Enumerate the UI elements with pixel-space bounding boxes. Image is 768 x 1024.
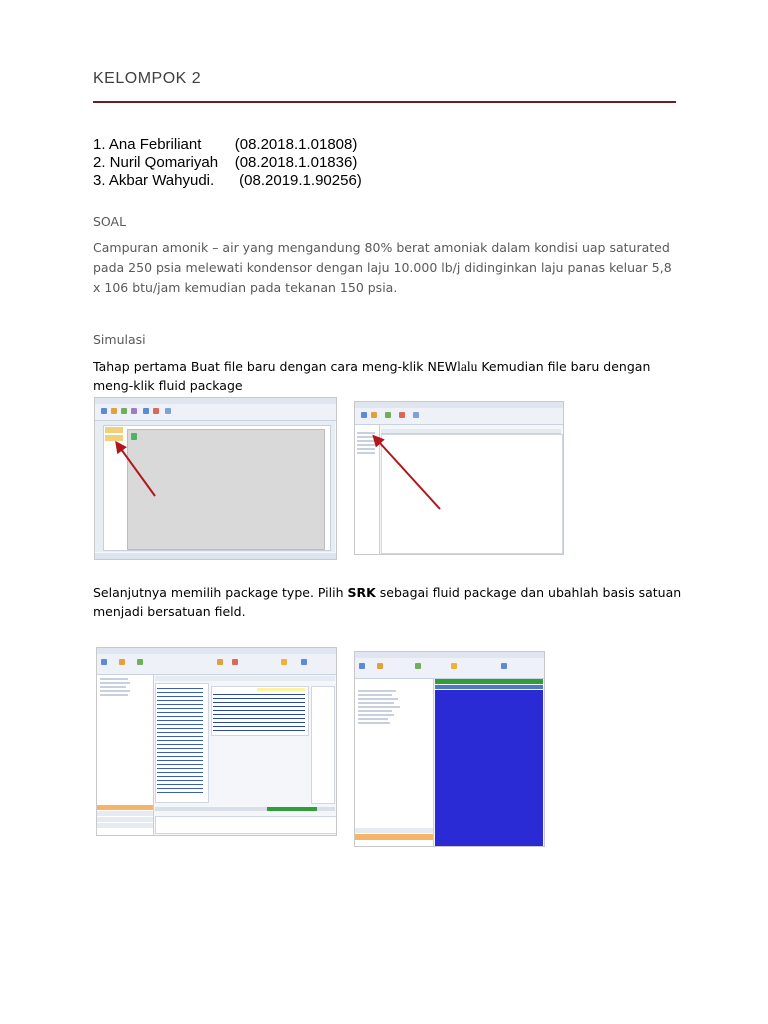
simulasi-heading: Simulasi	[93, 332, 146, 347]
step2-line1-bold: SRK	[347, 585, 376, 600]
step2-line1-c: sebagai fluid package dan ubahlah basis satuan	[375, 585, 682, 600]
step2-text	[93, 583, 683, 621]
step1-line2: meng-klik fluid package	[93, 378, 243, 393]
screenshot-new-file	[94, 397, 337, 560]
member-2: 2. Nuril Qomariyah (08.2018.1.01836)	[93, 154, 358, 171]
screenshot-simulation-env	[354, 651, 545, 847]
member-1: 1. Ana Febriliant (08.2018.1.01808)	[93, 136, 358, 153]
member-list	[93, 136, 362, 190]
step1-text	[93, 357, 683, 395]
screenshot-package-type	[96, 647, 337, 836]
title-rule	[93, 101, 676, 103]
member-3: 3. Akbar Wahyudi. (08.2019.1.90256)	[93, 172, 362, 189]
step2-line2: menjadi bersatuan field.	[93, 604, 246, 619]
step1-line1-b: lalu	[457, 359, 478, 374]
soal-line-1: Campuran amonik – air yang mengandung 80% berat amoniak dalam kondisi uap saturated	[93, 240, 670, 255]
step2-line1-a: Selanjutnya memilih package type. Pilih	[93, 585, 348, 600]
soal-line-3: x 106 btu/jam kemudian pada tekanan 150 psia.	[93, 280, 398, 295]
step1-line1-c: Kemudian file baru dengan	[477, 359, 651, 374]
screenshot-fluid-package	[354, 401, 564, 555]
document-title: KELOMPOK 2	[93, 70, 202, 87]
soal-line-2: pada 250 psia melewati kondensor dengan laju 10.000 lb/j didinginkan laju panas keluar 5,8	[93, 260, 672, 275]
step1-line1-a: Tahap pertama Buat file baru dengan cara meng-klik NEW	[93, 359, 458, 374]
soal-heading: SOAL	[93, 214, 127, 229]
soal-text	[93, 238, 673, 298]
